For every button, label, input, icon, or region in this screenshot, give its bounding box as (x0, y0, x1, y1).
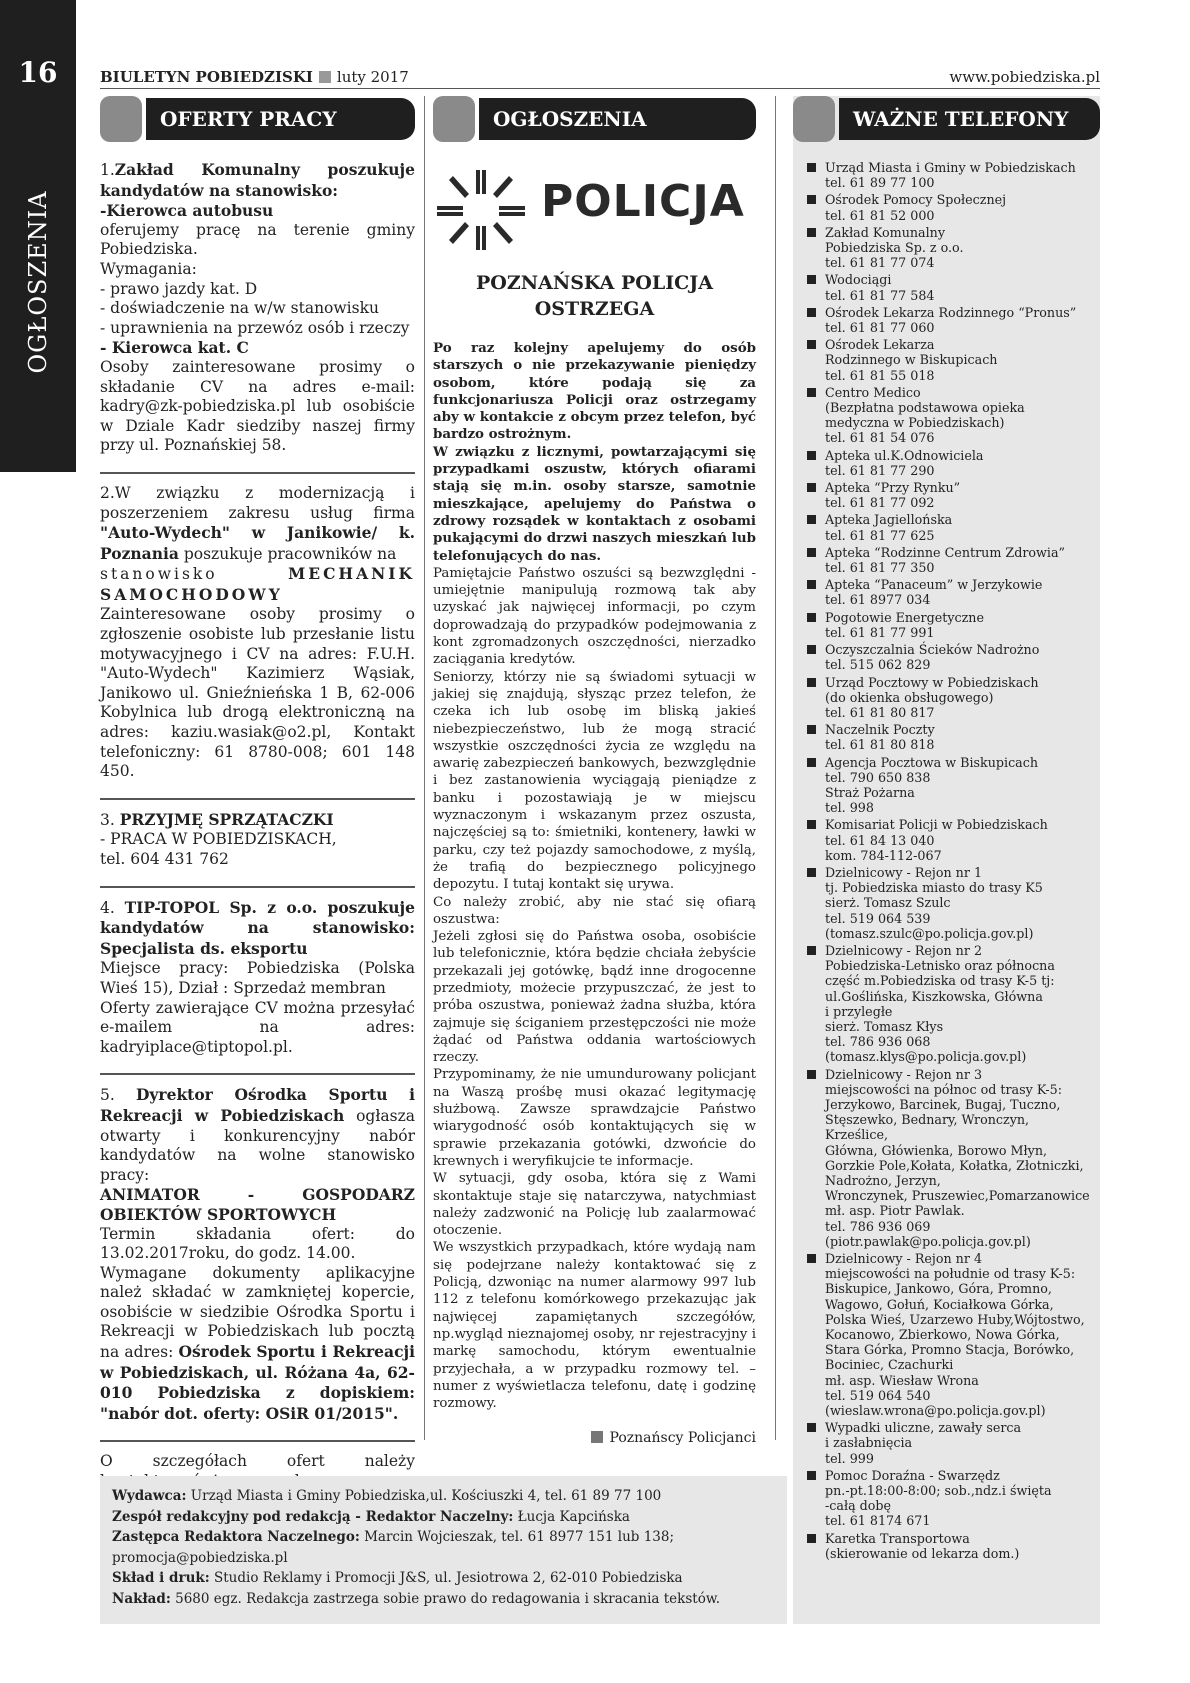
heading-square-icon (433, 96, 475, 142)
article-paragraph: Pamiętajcie Państwo oszuści są bezwzględni - umiejętnie manipulują rozmową tak aby uzyskać jak najwięcej informacji, po czym doprowadzają do przypadków podejmowania z kont zgromadzonych oszczędności, nierzadko zaciągania kredytów. (433, 565, 756, 668)
column-divider (775, 96, 776, 1440)
job-contact: Oferty zawierające CV można przesyłać e-mailem na adres: kadryiplace@tiptopol.pl. (100, 998, 415, 1056)
phone-list-item (807, 385, 1094, 446)
section-heading (433, 96, 756, 142)
job-offers-column (100, 96, 415, 1492)
heading-square-icon (793, 96, 835, 142)
imprint-value: Studio Reklamy i Promocji J&S, ul. Jesiotrowa 2, 62-010 Pobiedziska (209, 1570, 683, 1586)
job-separator (100, 1073, 415, 1075)
phone-entry-name: Karetka Transportowa (skierowanie od lekarza dom.) (825, 1530, 1020, 1561)
phone-entry-number: tel. 61 81 77 584 (825, 287, 935, 303)
imprint-value: Łucja Kapcińska (513, 1508, 630, 1525)
phone-entry-number: tel. 61 81 52 000 (825, 207, 935, 223)
imprint-row (112, 1568, 775, 1589)
imprint-label: Wydawca: (112, 1488, 187, 1504)
phone-entry-name: Apteka ul.K.Odnowiciela (825, 447, 984, 463)
police-logo-word: POLICJA (541, 176, 745, 227)
phone-list-item (807, 610, 1094, 640)
phone-entry-name: Ośrodek Lekarza Rodzinnego “Pronus” (825, 304, 1077, 320)
phone-entry-name: Wypadki uliczne, zawały serca i zasłabnięcia (825, 1420, 1022, 1451)
article-paragraph: Po raz kolejny apelujemy do osób starszych o nie przekazywanie pieniędzy osobom, które podają się za funkcjonariusza Policji oraz ostrzegamy aby w kontakcie z obcym przez telefon, być bardzo ostrożnym. (433, 340, 756, 443)
phone-entry-name: Urząd Miasta i Gminy w Pobiedziskach (825, 160, 1076, 175)
article-body (433, 340, 756, 1412)
job-requirement: - prawo jazdy kat. D (100, 279, 258, 298)
job-title: Zakład Komunalny poszukuje kandydatów na stanowisko: (100, 160, 415, 200)
imprint-label: Nakład: (112, 1590, 171, 1607)
phone-entry-number: tel. 61 81 77 991 (825, 624, 935, 640)
square-bullet-icon (591, 1431, 603, 1443)
issue-date: luty 2017 (336, 68, 409, 86)
phone-entry-number: tel. 61 81 77 074 (825, 255, 935, 271)
phone-entry-name: Apteka “Rodzinne Centrum Zdrowia” (825, 544, 1065, 560)
important-phones-column (793, 96, 1100, 1624)
bulletin-title: BIULETYN POBIEDZISKI (100, 68, 313, 86)
imprint-email[interactable]: promocja@pobiedziska.pl (112, 1549, 288, 1566)
phone-list-item (807, 722, 1094, 752)
phone-entry-name: Komisariat Policji w Pobiedziskach (825, 817, 1048, 833)
article-paragraph: Co należy zrobić, aby nie stać się ofiarą oszustwa: (433, 894, 756, 927)
phone-entry-name: Dzielnicowy - Rejon nr 4 miejscowości na południe od trasy K-5: Biskupice, Jankowo, Góra, Promno, Wagowo, Gołuń, Kociałkowa Górka, Polska Wieś, Uzarzewo Huby,Wójtostwo, Kocanowo, Zbierkowo, Nowa Górka, Stara Górka, Promno Stacja, Borówko, Bociniec, Czachurki mł. asp. Wiesław Wrona (825, 1251, 1085, 1388)
job-position: -Kierowca autobusu (100, 201, 274, 221)
phone-entry-number: tel. 61 81 80 817 (825, 704, 935, 720)
article-paragraph: Przypominamy, że nie umundurowany policjant na Waszą prośbę musi okazać legitymację służbową. Zawsze sprawdzajcie Państwo wiarygodność osób kontaktujących się w sprawie przekazania gotówki, dzwońcie do krewnych i weryfikujcie te informacje. (433, 1067, 756, 1169)
signature-text: Poznańscy Policjanci (609, 1430, 756, 1447)
section-heading (793, 96, 1100, 142)
job-offer (100, 810, 415, 880)
job-deadline: Termin składania ofert: do 13.02.2017roku, do godz. 14.00. (100, 1224, 415, 1263)
job-offer (100, 1085, 415, 1434)
phone-entry-name: Apteka “Przy Rynku” (825, 480, 961, 496)
phone-entry-number: tel. 61 81 77 060 (825, 320, 935, 336)
closing-note: O szczegółach ofert należy (100, 1452, 415, 1471)
phone-list-item (807, 480, 1094, 510)
job-number: 4. (100, 898, 125, 917)
job-requirement: - uprawnienia na przewóz osób i rzeczy (100, 318, 410, 337)
article-paragraph: W związku z licznymi, powtarzającymi się przypadkami oszustw, których ofiarami stają się m.in. osoby starsze, samotnie mieszkające, apelujemy do Państwa o zdrowy rozsądek w kontaktach z osobami pukającymi do drzwi naszych mieszkań lub telefonujących do nas. (433, 443, 756, 564)
imprint-row (112, 1527, 775, 1548)
phone-entry-name: Naczelnik Poczty (825, 722, 935, 738)
website-link[interactable]: www.pobiedziska.pl (949, 68, 1100, 86)
job-number: 1. (100, 161, 115, 179)
phone-list-item (807, 1251, 1094, 1418)
heading-text: OGŁOSZENIA (479, 98, 756, 140)
phone-list-item (807, 192, 1094, 222)
phone-list-item (807, 1468, 1094, 1529)
phone-entry-number: tel. 61 81 77 350 (825, 560, 935, 576)
job-offer (100, 160, 415, 466)
job-description: oferujemy pracę na terenie gminy Pobiedziska. (100, 220, 415, 259)
phone-list-item (807, 512, 1094, 542)
heading-text: OFERTY PRACY (146, 98, 415, 140)
phone-entry-name: Dzielnicowy - Rejon nr 2 Pobiedziska-Letnisko oraz północna część m.Pobiedziska od trasy K-5 tj: ul.Goślińska, Kiszkowska, Główna i przyległe sierż. Tomasz Kłys (825, 942, 1055, 1034)
job-position: ANIMATOR - GOSPODARZ OBIEKTÓW SPORTOWYCH (100, 1185, 415, 1224)
job-address: Ośrodek Sportu i Rekreacji w Pobiedziskach, ul. Różana 4a, 62-010 Pobiedziska z dopiskiem: "nabór dot. oferty: OSiR 01/2015". (100, 1342, 416, 1423)
phone-entry-name: Apteka Jagiellońska (825, 512, 953, 528)
job-description: Miejsce pracy: Pobiedziska (Polska Wieś 15), Dział : Sprzedaż membran (100, 959, 415, 997)
police-star-icon (435, 168, 527, 252)
job-contact: Zainteresowane osoby prosimy o zgłoszenie osobiste lub przesłanie listu motywacyjnego i CV na adres: F.U.H. "Auto-Wydech" Kazimierz Wąsiak, Janikowo ul. Gnieźnieńska 1 B, 62-006 Kobylnica lub drogą elektroniczną na adres: kaziu.wasiak@o2.pl, Kontakt telefoniczny: 61 8780-008; 601 148 450. (100, 605, 415, 781)
imprint-label: Skład i druk: (112, 1570, 210, 1586)
phone-entry-number: tel. 999 (825, 1450, 874, 1466)
heading-text: WAŻNE TELEFONY (839, 98, 1100, 140)
article-title-line: POZNAŃSKA POLICJA (476, 272, 713, 294)
imprint-label: Zastępca Redaktora Naczelnego: (112, 1529, 360, 1545)
column-divider (424, 96, 425, 1440)
article-paragraph: We wszystkich przypadkach, które wydają nam się podejrzane należy kontaktować się z Policją, dzwoniąc na numer alarmowy 997 lub 112 z telefonu komórkowego przekazując jak najwięcej zapamiętanych szczegółów, np.wygląd nieznajomej osoby, nr rejestracyjny i markę samochodu, którym ewentualnie przyjechała, a w przypadku rozmowy tel. – numer z wyświetlacza telefonu, datę i godzinę rozmowy. (433, 1240, 756, 1412)
phone-list-item (807, 337, 1094, 383)
header-rule (100, 88, 1100, 89)
phone-entry-number: tel. 61 81 77 625 (825, 527, 935, 543)
phone-entry-name: Ośrodek Pomocy Społecznej (825, 192, 1007, 208)
phone-entry-name: Agencja Pocztowa w Biskupicach (825, 754, 1039, 770)
article-title (433, 270, 756, 322)
job-title: PRZYJMĘ SPRZĄTACZKI (119, 809, 334, 829)
phone-entry-number: tel. 61 8174 671 (825, 1513, 931, 1529)
phone-list-item (807, 305, 1094, 335)
phone-list-item (807, 943, 1094, 1065)
imprint-value: Marcin Wojcieszak, tel. 61 8977 151 lub 138; (359, 1529, 675, 1545)
phone-entry-number: tel. 519 064 540 (wieslaw.wrona@po.policja.gov.pl) (825, 1387, 1046, 1419)
phone-list-item (807, 1067, 1094, 1249)
imprint-row (112, 1486, 775, 1507)
phone-entry-number: tel. 61 89 77 100 (825, 175, 935, 191)
job-position: - Kierowca kat. C (100, 338, 249, 358)
phone-entry-name: Centro Medico (Bezpłatna podstawowa opieka medyczna w Pobiedziskach) (825, 384, 1025, 431)
phone-entry-number: tel. 61 8977 034 (825, 592, 931, 608)
heading-square-icon (100, 96, 142, 142)
job-separator (100, 1440, 415, 1442)
imprint-row (112, 1507, 775, 1528)
section-tab-label: OGŁOSZENIA (24, 190, 52, 374)
job-offers-body (100, 160, 415, 1492)
job-contact: Osoby zainteresowane prosimy o składanie CV na adres e-mail: kadry@zk-pobiedziska.pl lub osobiście w Dziale Kadr siedziby naszej firmy przy ul. Poznańskiej 58. (100, 357, 415, 455)
job-text: ogłasza otwarty i konkurencyjny nabór kandydatów na wolne stanowisko pracy: (100, 1106, 415, 1184)
job-text: poszukuje pracowników na (178, 544, 397, 563)
phone-list-item (807, 1531, 1094, 1561)
article-paragraph: Jeżeli zgłosi się do Państwa osoba, osobiście lub telefonicznie, która będzie chciała żebyście przekazali jej gotówkę, bądź inne drogocenne przedmioty, możecie przypuszczać, że jest to próba oszustwa, ponieważ żadna służba, która zajmuje się ściganiem przestępczości nie może żądać od Państwa oddania wartościowych rzeczy. (433, 929, 756, 1066)
phone-entry-number: tel. 61 84 13 040 kom. 784-112-067 (825, 832, 942, 863)
job-text: 2.W związku z modernizacją i poszerzeniem zakresu usług firma (100, 483, 415, 522)
job-separator (100, 798, 415, 800)
phone-list-item (807, 448, 1094, 478)
imprint-label: Zespół redakcyjny pod redakcją - Redaktor Naczelny: (112, 1508, 514, 1525)
side-tab (0, 0, 76, 472)
phone-entry-name: Wodociągi (825, 272, 892, 288)
phone-list-item (807, 817, 1094, 863)
phone-entry-name: Dzielnicowy - Rejon nr 3 miejscowości na północ od trasy K-5: Jerzykowo, Barcinek, Bugaj, Tuczno, Stęszewko, Bednary, Wronczyn, Krześlice, Główna, Główienka, Borowo Młyn, Gorzkie Pole,Kołata, Kołatka, Złotniczki, Nadrożno, Jerzyn, Wronczynek, Pruszewiec,Pomarzanowice mł. asp. Piotr Pawlak. (825, 1066, 1090, 1219)
phone-list-item (807, 865, 1094, 941)
phone-entry-number: tel. 519 064 539 (tomasz.szulc@po.policja.gov.pl) (825, 910, 1034, 941)
imprint-row (112, 1548, 775, 1569)
job-number: 5. (100, 1086, 136, 1105)
imprint-row (112, 1589, 775, 1610)
phone-list (793, 160, 1100, 1561)
phone-entry-number: tel. 61 81 54 076 (825, 430, 935, 446)
phone-entry-number: tel. 786 936 068 (tomasz.klys@po.policja.gov.pl) (825, 1034, 1027, 1065)
job-description: - PRACA W POBIEDZISKACH, (100, 830, 337, 849)
company-name: "Auto-Wydech" w Janikowie/ k. Poznania (100, 523, 415, 563)
job-separator (100, 472, 415, 474)
job-text: Wymagane dokumenty aplikacyjne należ składać w zamkniętej kopercie, osobiście w siedzibie Ośrodka Sportu i Rekreacji w Pobiedziskach lub pocztą na adres: (100, 1263, 415, 1362)
job-offer (100, 484, 415, 792)
phone-entry-number: tel. 786 936 069 (piotr.pawlak@po.policja.gov.pl) (825, 1218, 1031, 1249)
job-position: MECHANIK SAMOCHODOWY (100, 564, 415, 604)
announcements-column (433, 96, 756, 1446)
phone-entry-number: tel. 61 81 55 018 (825, 367, 935, 383)
phone-list-item (807, 272, 1094, 302)
phone-entry-name: Urząd Pocztowy w Pobiedziskach (do okienka obsługowego) (825, 674, 1039, 705)
phone-list-item (807, 577, 1094, 607)
phone-list-item (807, 225, 1094, 271)
phone-entry-number: tel. 790 650 838 Straż Pożarna tel. 998 (825, 769, 931, 816)
phone-list-item (807, 160, 1094, 190)
imprint-box (100, 1476, 787, 1624)
phone-list-item (807, 675, 1094, 721)
article-signature (433, 1430, 756, 1446)
police-logo (433, 160, 756, 256)
phone-entry-number: tel. 61 81 77 290 (825, 462, 935, 478)
job-text: stanowisko (100, 565, 289, 584)
job-number: 3. (100, 810, 120, 829)
job-offer (100, 898, 415, 1068)
section-heading (100, 96, 415, 142)
phone-entry-name: Zakład Komunalny Pobiedziska Sp. z o.o. (825, 224, 964, 256)
phone-entry-number: tel. 515 062 829 (825, 657, 931, 673)
page-number: 16 (18, 56, 58, 89)
phone-entry-name: Apteka “Panaceum” w Jerzykowie (825, 577, 1043, 593)
article-paragraph: Seniorzy, którzy nie są świadomi sytuacji w jakiej się znajdują, słysząc przez telefon, że czeka ich lub osobę im bliską jakieś niebezpieczeństwo, lub że mogą stracić wszystkie oszczędności życia ze względu na awarię zabezpieczeń bankowych, bezwzględnie i bez zastanowienia wyciągają pieniądze z banku i pozostawiają je w miejscu wyznaczonym i wskazanym przez oszusta, najczęściej są to: śmietniki, kontenery, ławki w parku, czy też pojazdy samochodowe, z myślą, że trafią do bezpiecznego policyjnego depozytu. I tutaj kontakt się urywa. (433, 669, 756, 893)
phone-list-item (807, 1420, 1094, 1466)
article-paragraph: W sytuacji, gdy osoba, która się z Wami skontaktuje staje się natarczywa, natychmiast należy zadzwonić na Policję lub zaalarmować otoczenie. (433, 1171, 756, 1239)
phone-entry-name: Oczyszczalnia Ścieków Nadrożno (825, 642, 1040, 658)
phone-entry-name: Pomoc Doraźna - Swarzędz pn.-pt.18:00-8:00; sob.,ndz.i święta -całą dobę (825, 1467, 1052, 1514)
job-separator (100, 886, 415, 888)
running-header (100, 68, 1100, 90)
job-requirements-label: Wymagania: (100, 259, 197, 278)
job-title: TIP-TOPOL Sp. z o.o. poszukuje kandydatów na stanowisko: Specjalista ds. eksportu (100, 897, 415, 958)
phone-list-item (807, 545, 1094, 575)
phone-entry-name: Pogotowie Energetyczne (825, 609, 984, 625)
job-requirement: - doświadczenie na w/w stanowisku (100, 299, 379, 318)
phone-list-item (807, 755, 1094, 816)
job-contact: tel. 604 431 762 (100, 850, 229, 868)
article-title-line: OSTRZEGA (534, 298, 655, 320)
imprint-value: Urząd Miasta i Gminy Pobiedziska,ul. Kościuszki 4, tel. 61 89 77 100 (186, 1488, 662, 1504)
imprint-value: 5680 egz. Redakcja zastrzega sobie prawo do redagowania i skracania tekstów. (170, 1590, 721, 1607)
phone-list-item (807, 642, 1094, 672)
job-title: Dyrektor Ośrodka Sportu i Rekreacji w Pobiedziskach (100, 1085, 415, 1125)
phone-entry-name: Dzielnicowy - Rejon nr 1 tj. Pobiedziska miasto do trasy K5 sierż. Tomasz Szulc (825, 864, 1043, 911)
phone-entry-number: tel. 61 81 77 092 (825, 495, 935, 511)
phone-entry-name: Ośrodek Lekarza Rodzinnego w Biskupicach (825, 337, 998, 368)
phone-entry-number: tel. 61 81 80 818 (825, 737, 935, 753)
square-bullet-icon (319, 71, 331, 83)
